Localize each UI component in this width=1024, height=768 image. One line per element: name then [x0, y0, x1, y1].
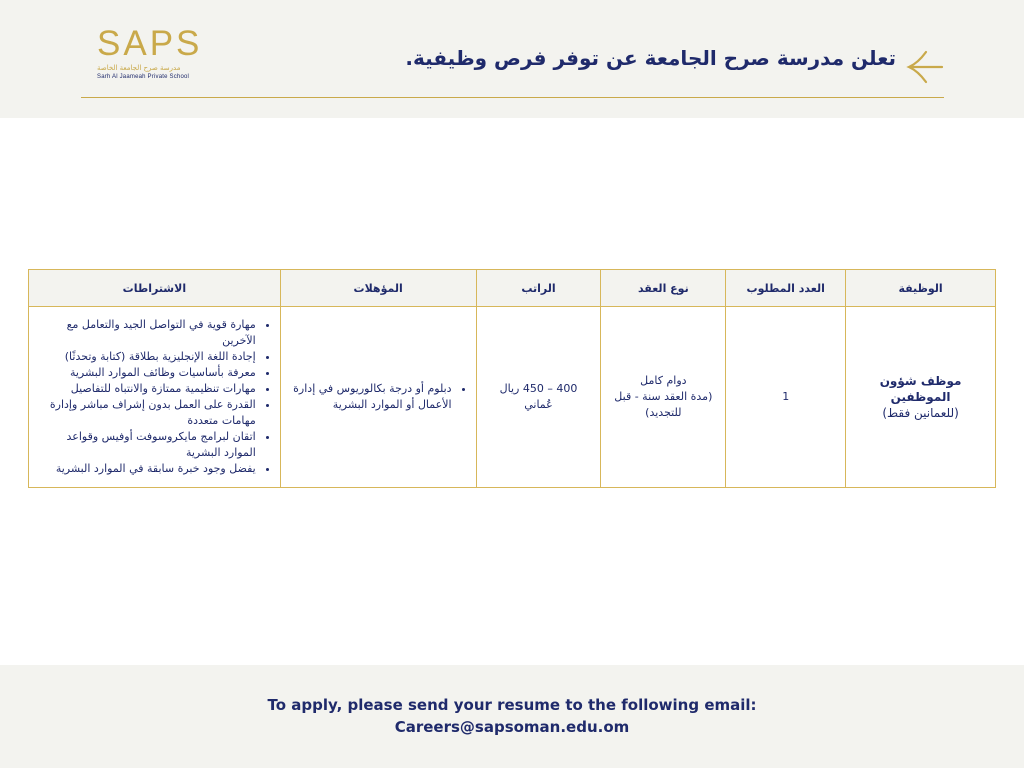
- cell-requirements: [29, 307, 281, 488]
- jobs-table-wrapper: [28, 269, 996, 488]
- logo-arabic-name: مدرسة صرح الجامعة الخاصة: [97, 64, 181, 72]
- list-item: • اتقان لبرامج مايكروسوفت أوفيس وقواعد الموارد البشرية: [37, 429, 256, 461]
- list-item: • مهارات تنظيمية ممتازة والانتباه للتفاصيل: [37, 381, 256, 397]
- header-count: العدد المطلوب: [726, 270, 846, 307]
- contract-duration: (مدة العقد سنة - قبل للتجديد): [614, 390, 713, 419]
- school-logo: [97, 26, 207, 86]
- cell-salary: 400 – 450 ريال عُماني: [476, 307, 601, 488]
- table-header-row: [29, 270, 996, 307]
- table-row: [29, 307, 996, 488]
- cell-count: 1: [726, 307, 846, 488]
- job-note: (للعمانين فقط): [882, 406, 959, 420]
- header-job: الوظيفة: [846, 270, 996, 307]
- job-title: موظف شؤون الموظفين: [879, 374, 962, 404]
- cell-job: [846, 307, 996, 488]
- apply-instructions: [0, 694, 1024, 738]
- cell-qualifications: [280, 307, 476, 488]
- list-item: • معرفة بأساسيات وظائف الموارد البشرية: [37, 365, 256, 381]
- careers-email-link[interactable]: Careers@sapsoman.edu.om: [394, 718, 630, 736]
- header-divider: [81, 97, 944, 98]
- header-salary: الراتب: [476, 270, 601, 307]
- apply-line: To apply, please send your resume to the following email:: [267, 696, 757, 714]
- list-item: • يفضل وجود خبرة سابقة في الموارد البشرية: [37, 461, 256, 477]
- logo-english-name: Sarh Al Jaameah Private School: [97, 74, 190, 80]
- requirements-list: [37, 317, 272, 477]
- contract-type: دوام كامل: [640, 374, 687, 387]
- list-item: • دبلوم أو درجة بكالوريوس في إدارة الأعمال أو الموارد البشرية: [289, 381, 452, 413]
- page-headline: تعلن مدرسة صرح الجامعة عن توفر فرص وظيفية.: [405, 46, 896, 70]
- cell-contract: [601, 307, 726, 488]
- header-requirements: الاشتراطات: [29, 270, 281, 307]
- logo-mark: SAPS: [97, 24, 203, 63]
- header-qualifications: المؤهلات: [280, 270, 476, 307]
- list-item: • القدرة على العمل بدون إشراف مباشر وإدارة مهامات متعددة: [37, 397, 256, 429]
- qualifications-list: [289, 381, 468, 413]
- arrow-left-icon: [906, 49, 944, 85]
- list-item: • إجادة اللغة الإنجليزية بطلاقة (كتابة وتحدثًا): [37, 349, 256, 365]
- list-item: • مهارة قوية في التواصل الجيد والتعامل مع الآخرين: [37, 317, 256, 349]
- header-contract: نوع العقد: [601, 270, 726, 307]
- jobs-table: [28, 269, 996, 488]
